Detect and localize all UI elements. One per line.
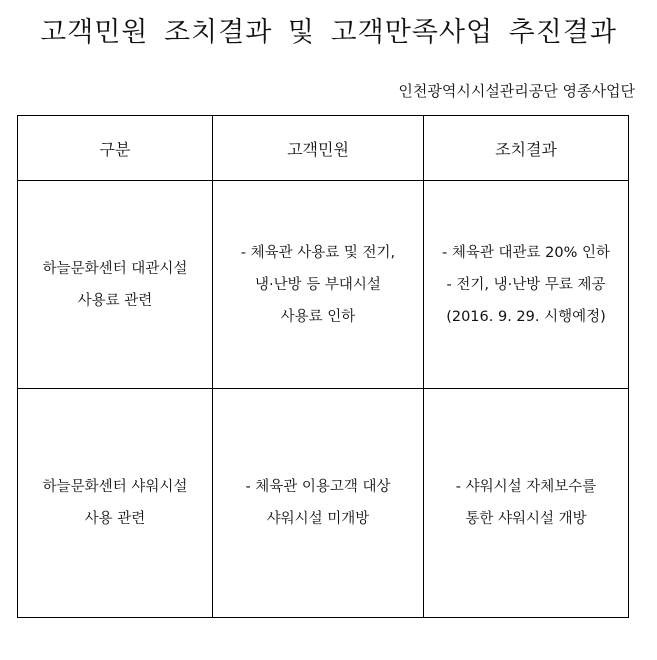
complaint-line: - 체육관 사용료 및 전기, <box>240 244 396 261</box>
table-header-row <box>18 116 629 181</box>
header-category: 구분 <box>18 116 213 181</box>
action-cell <box>424 181 629 389</box>
category-line: 하늘문화센터 샤워시설 <box>42 479 188 495</box>
action-line: (2016. 9. 29. 시행예정) <box>446 308 606 325</box>
complaint-cell <box>213 389 424 618</box>
category-line: 하늘문화센터 대관시설 <box>42 260 188 277</box>
complaint-line: 냉·난방 등 부대시설 <box>255 276 381 293</box>
complaint-line: 샤워시설 미개방 <box>266 511 370 527</box>
category-line: 사용 관련 <box>84 511 146 527</box>
organization-name: 인천광역시시설관리공단 영종사업단 <box>398 82 635 100</box>
complaint-line: - 체육관 이용고객 대상 <box>245 479 391 495</box>
complaint-cell <box>213 181 424 389</box>
header-complaint: 고객민원 <box>213 116 424 181</box>
action-cell <box>424 389 629 618</box>
category-cell <box>18 389 213 618</box>
action-line: 통한 샤워시설 개방 <box>465 511 587 527</box>
action-line: - 샤워시설 자체보수를 <box>455 479 597 495</box>
complaint-line: 사용료 인하 <box>280 308 356 325</box>
category-cell <box>18 181 213 389</box>
header-action: 조치결과 <box>424 116 629 181</box>
category-line: 사용료 관련 <box>77 292 153 309</box>
action-line: - 체육관 대관료 20% 인하 <box>442 244 610 261</box>
complaint-result-table <box>17 115 629 618</box>
table-row <box>18 181 629 389</box>
action-line: - 전기, 냉·난방 무료 제공 <box>446 276 606 293</box>
table-row <box>18 389 629 618</box>
document-title: 고객민원 조치결과 및 고객만족사업 추진결과 <box>40 17 617 48</box>
